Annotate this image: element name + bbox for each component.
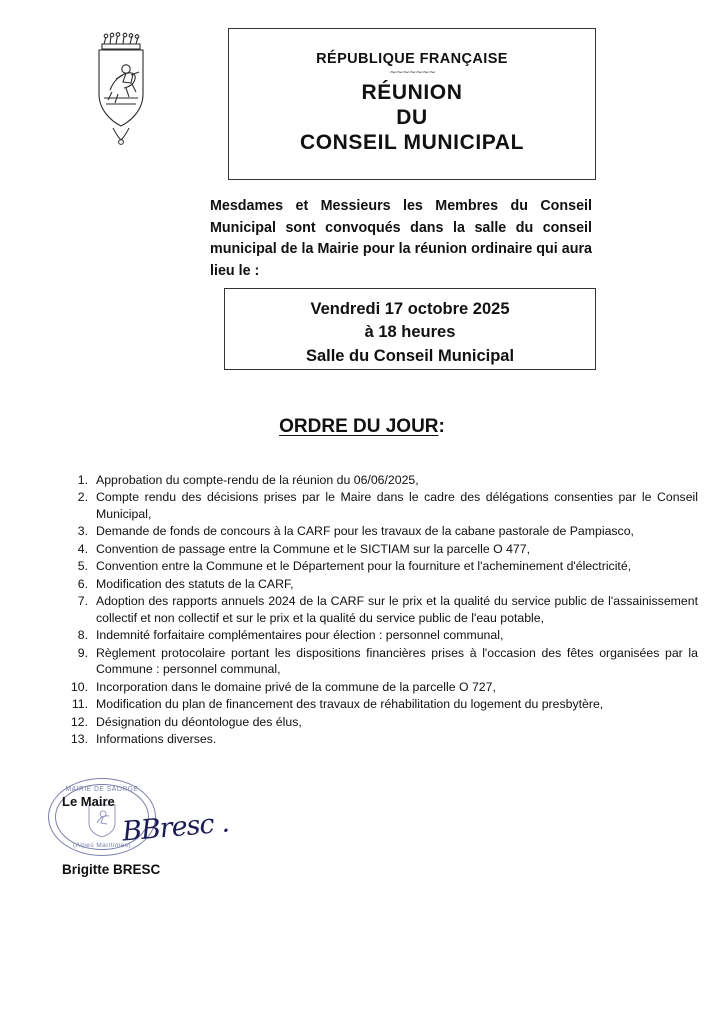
list-item: Informations diverses. [96,732,217,747]
handwritten-signature: BBresc . [120,807,230,848]
coat-of-arms-icon [82,28,160,146]
meeting-details-box [224,288,596,370]
signatory-role: Le Maire [62,794,115,809]
convocation-paragraph: Mesdames et Messieurs les Membres du Conseil Municipal sont convoqués dans la salle du conseil municipal de la Mairie pour la réunion ordinaire qui aura lieu le : [210,198,592,280]
agenda-heading-text: ORDRE DU JOUR [279,416,439,437]
list-item: Approbation du compte-rendu de la réunion du 06/06/2025, [96,473,419,487]
document-header [0,0,724,185]
agenda-list [62,472,698,749]
republic-line: RÉPUBLIQUE FRANÇAISE [316,51,508,67]
signatory-name: Brigitte BRESC [62,862,161,877]
list-item: Règlement protocolaire portant les dispositions financières prises à l'occasion des fêtes organisées par la Commune : personnel communal, [96,645,698,677]
meeting-place: Salle du Conseil Municipal [305,346,515,365]
meeting-title-line1: RÉUNION [361,81,463,104]
list-item: Compte rendu des décisions prises par le Maire dans le cadre des délégations consenties par le Conseil Municipal, [96,490,698,521]
meeting-title-line2: DU [396,105,428,129]
list-item: Adoption des rapports annuels 2024 de la CARF sur le prix et la qualité du service public de l'assainissement collectif et non collectif et sur le prix et la qualité du service public de l'eau potable, [96,594,698,625]
list-item: Modification du plan de financement des travaux de réhabilitation du logement du presbytère, [96,697,604,712]
title-box [228,28,596,180]
agenda-heading [0,416,724,438]
ornament-divider: ~~~~~~~ [389,68,435,78]
stamp-bottom-text: (Alpes Maritimes) [72,842,132,849]
list-item: Indemnité forfaitaire complémentaires pour élection : personnel communal, [96,628,504,643]
signature-block [44,776,304,896]
list-item: Modification des statuts de la CARF, [96,576,294,591]
list-item: Incorporation dans le domaine privé de la commune de la parcelle O 727, [96,679,496,694]
agenda-heading-colon: : [438,416,445,437]
list-item: Convention de passage entre la Commune et le SICTIAM sur la parcelle O 477, [96,541,531,556]
meeting-date: Vendredi 17 octobre 2025 [310,300,510,318]
list-item: Désignation du déontologue des élus, [96,714,302,729]
meeting-title-line3: CONSEIL MUNICIPAL [299,130,525,154]
list-item: Demande de fonds de concours à la CARF pour les travaux de la cabane pastorale de Pampiasco, [96,524,634,539]
stamp-top-text: MAIRIE DE SAORGE [65,784,139,793]
meeting-time: à 18 heures [364,323,456,342]
list-item: Convention entre la Commune et le Département pour la fourniture et l'acheminement d'électricité, [96,559,632,574]
